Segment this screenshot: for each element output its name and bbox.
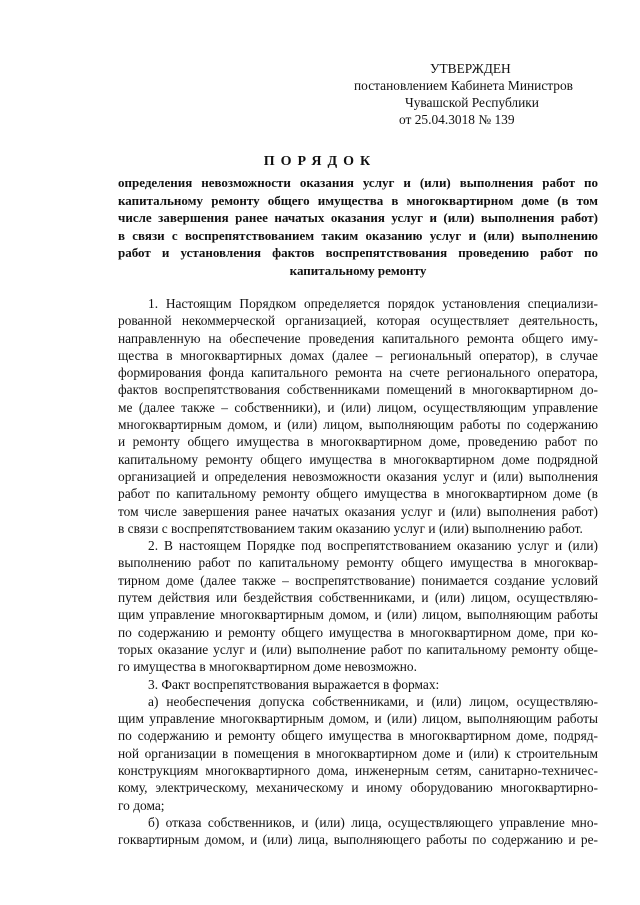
paragraph-1-line: фактов воспрепятствования собственниками помещений в многоквартирном до- — [118, 382, 598, 398]
paragraph-2-line: 2. В настоящем Порядке под воспрепятствованием оказанию услуг и (или) — [148, 538, 598, 554]
paragraph-1-line: и ремонту общего имущества в многоквартирном доме, проведению работ по — [118, 434, 598, 450]
subtitle-line: капитальному ремонту общего имущества в многоквартирном доме (в том — [118, 192, 598, 208]
subtitle-line: определения невозможности оказания услуг и (или) выполнения работ по — [118, 175, 598, 190]
approval-line: Чувашской Республики — [405, 95, 539, 110]
paragraph-1-line: многоквартирным домом, и (или) лицом, выполняющим работы по содержанию — [118, 417, 598, 433]
document-body — [118, 295, 598, 849]
approval-heading: УТВЕРЖДЕН — [430, 61, 511, 76]
document-title: ПОРЯДОК — [263, 154, 377, 169]
paragraph-1-line: формирования фонда капитального ремонта на счете регионального оператора, — [118, 365, 598, 381]
item-a-line: ной организации в помещения в многоквартирном доме и (или) к строительным — [118, 745, 598, 761]
paragraph-2-line: щим управление многоквартирным домом, и (или) лицом, выполняющим работы — [118, 607, 598, 623]
paragraph-1-line: работ по капитальному ремонту общего имущества в многоквартирном доме (в — [118, 486, 598, 502]
approval-stamp — [330, 60, 630, 128]
item-a-line: го дома; — [118, 797, 165, 813]
paragraph-1-line: том числе завершения ранее начатых оказания услуг и (или) выполнения работ) — [118, 503, 598, 519]
approval-date-number: от 25.04.3018 № 139 — [399, 112, 515, 127]
paragraph-1-line: 1. Настоящим Порядком определяется порядок установления специализи- — [148, 296, 598, 311]
item-a-line: по содержанию и ремонту общего имущества в многоквартирном доме, подряд- — [118, 728, 598, 744]
subtitle-line: капитальному ремонту — [289, 262, 427, 278]
item-b-line: б) отказа собственников, и (или) лица, осуществляющего управление мно- — [148, 814, 598, 830]
paragraph-1-line: ме (далее также – собственники), и (или) лицом, осуществляющим управление — [118, 399, 598, 415]
item-b-line: гоквартирным домом, и (или) лица, выполняющего работы по содержанию и ре- — [118, 832, 598, 848]
item-a-line: а) необеспечения допуска собственниками, и (или) лицом, осуществляю- — [148, 693, 598, 709]
item-a-line: конструкциям многоквартирного дома, инженерным сетям, санитарно-техничес- — [118, 763, 598, 779]
approval-line: постановлением Кабинета Министров — [354, 78, 573, 93]
paragraph-2-line: го имущества в многоквартирном доме невозможно. — [118, 659, 417, 675]
paragraph-1-line: направленную на обеспечение проведения капитального ремонта общего иму- — [118, 330, 598, 346]
paragraph-2-line: выполнению работ по капитальному ремонту общего имущества в многоквар- — [118, 555, 598, 571]
document-subtitle — [118, 174, 598, 280]
paragraph-2-line: по содержанию и ремонту общего имущества в многоквартирном доме, при ко- — [118, 624, 598, 640]
paragraph-1-line: в связи с воспрепятствованием таким оказанию услуг и (или) выполнению работ. — [118, 520, 583, 536]
item-a-line: щим управление многоквартирным домом, и (или) лицом, выполняющим работы — [118, 711, 598, 727]
paragraph-2-line: торых оказание услуг и (или) выполнение работ по капитальному ремонту обще- — [118, 641, 598, 657]
paragraph-3-line: 3. Факт воспрепятствования выражается в формах: — [148, 676, 440, 692]
paragraph-1-line: щества в многоквартирных домах (далее – региональный оператор), в случае — [118, 347, 598, 363]
subtitle-line: работ и установления фактов воспрепятствования проведению работ по — [118, 245, 598, 261]
paragraph-1-line: рованной некоммерческой организацией, которая осуществляет деятельность, — [118, 313, 598, 329]
subtitle-line: в связи с воспрепятствованием таким оказанию услуг и (или) выполнению — [118, 227, 598, 243]
paragraph-2-line: тирном доме (далее также – воспрепятствование) понимается создание условий — [118, 572, 598, 588]
item-a-line: кому, электрическому, механическому и иному оборудованию многоквартирно- — [118, 780, 598, 796]
subtitle-line: числе завершения ранее начатых оказания услуг и (или) выполнения работ) — [118, 210, 598, 226]
paragraph-1-line: организацией и определения невозможности оказания услуг и (или) выполнения — [118, 468, 598, 484]
paragraph-2-line: путем действия или бездействия собственниками, и (или) лицом, осуществляю- — [118, 590, 598, 606]
paragraph-1-line: капитальному ремонту общего имущества в многоквартирном доме подрядной — [118, 451, 598, 467]
